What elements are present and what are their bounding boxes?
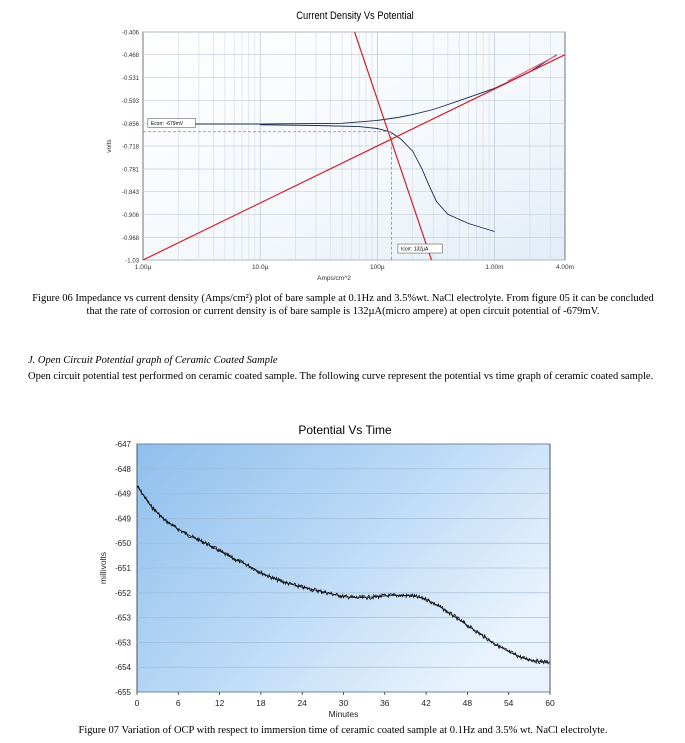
- figure07-y-tick-label: -655: [114, 688, 131, 697]
- figure06-y-tick-label: -0.718: [121, 144, 139, 151]
- figure07-y-axis-label: millivolts: [98, 551, 108, 585]
- figure07-caption: Figure 07 Variation of OCP with respect to immersion time of ceramic coated sample at 0.1Hz and 3.5% wt. NaCl electrolyte.: [78, 725, 608, 736]
- figure06-x-tick-label: 100µ: [370, 264, 385, 271]
- figure07-y-tick-label: -647: [114, 440, 131, 449]
- figure06-x-axis-label: Amps/cm^2: [317, 275, 351, 282]
- figure06-annotation-label: Ecorr: -679mV: [150, 121, 184, 128]
- figure07-y-tick-label: -652: [114, 588, 131, 598]
- figure07-chart: [92, 438, 572, 723]
- figure06-y-tick-label: -0.406: [121, 30, 139, 37]
- figure06-y-tick-label: -0.781: [121, 167, 139, 174]
- figure07-x-tick-label: 48: [462, 698, 473, 708]
- figure07-x-tick-label: 30: [338, 698, 349, 708]
- figure07-y-tick-label: -653: [114, 613, 131, 623]
- figure07-y-tick-label: -649: [114, 514, 131, 524]
- figure07-y-tick-label: -650: [114, 539, 131, 549]
- figure06-y-tick-label: -0.531: [121, 76, 139, 83]
- figure07-x-tick-label: 42: [421, 698, 431, 708]
- figure07-x-tick-label: 24: [297, 698, 307, 708]
- figure06-y-tick-label: -0.968: [121, 235, 139, 242]
- figure07-y-tick-label: -653: [114, 638, 131, 648]
- figure07-x-tick-label: 6: [175, 698, 181, 708]
- figure07-y-tick-label: -649: [114, 489, 131, 499]
- figure07-x-tick-label: 18: [256, 698, 266, 708]
- figure07-x-tick-label: 54: [503, 698, 514, 708]
- figure06-chart: [95, 22, 585, 290]
- figure06-y-tick-label: -0.656: [121, 121, 139, 128]
- section-body-text: Open circuit potential test performed on ceramic coated sample. The following curve represent the potential vs time graph of ceramic coated sample.: [28, 371, 654, 382]
- figure07-x-tick-label: 0: [134, 698, 140, 708]
- figure07-x-tick-label: 36: [380, 698, 390, 708]
- figure06-x-tick-label: 10.0µ: [251, 264, 269, 271]
- figure07-x-axis-label: Minutes: [328, 709, 359, 719]
- figure07-title: Potential Vs Time: [298, 423, 392, 437]
- figure06-y-tick-label: -0.593: [121, 98, 139, 105]
- figure06-x-tick-label: 4.00m: [555, 264, 575, 271]
- figure06-y-axis-label: volts: [106, 139, 113, 153]
- figure07-y-tick-label: -654: [114, 663, 131, 673]
- figure06-x-tick-label: 1.00m: [485, 264, 504, 271]
- figure06-title: Current Density Vs Potential: [296, 10, 414, 22]
- figure07-y-tick-label: -651: [114, 564, 131, 573]
- figure07-x-tick-label: 60: [545, 698, 555, 708]
- figure06-y-tick-label: -1.03: [125, 258, 139, 265]
- figure06-x-tick-label: 1.00µ: [134, 264, 152, 271]
- figure06-caption: Figure 06 Impedance vs current density (Amps/cm²) plot of bare sample at 0.1Hz and 3.5%wt. NaCl electrolyte. From figure 05 it can be concluded that the rate of corrosion or current density is of bare sample is 132µA(micro ampere) at open circuit potential of -679mV.: [32, 293, 654, 317]
- figure07-y-tick-label: -648: [114, 464, 131, 474]
- figure06-annotation-label: Icorr: 132µA: [400, 246, 429, 253]
- figure06-y-tick-label: -0.906: [121, 213, 139, 220]
- figure06-y-tick-label: -0.843: [121, 190, 139, 197]
- section-heading: J. Open Circuit Potential graph of Ceramic Coated Sample: [28, 355, 278, 366]
- figure06-y-tick-label: -0.468: [121, 53, 139, 60]
- figure07-x-tick-label: 12: [214, 698, 225, 708]
